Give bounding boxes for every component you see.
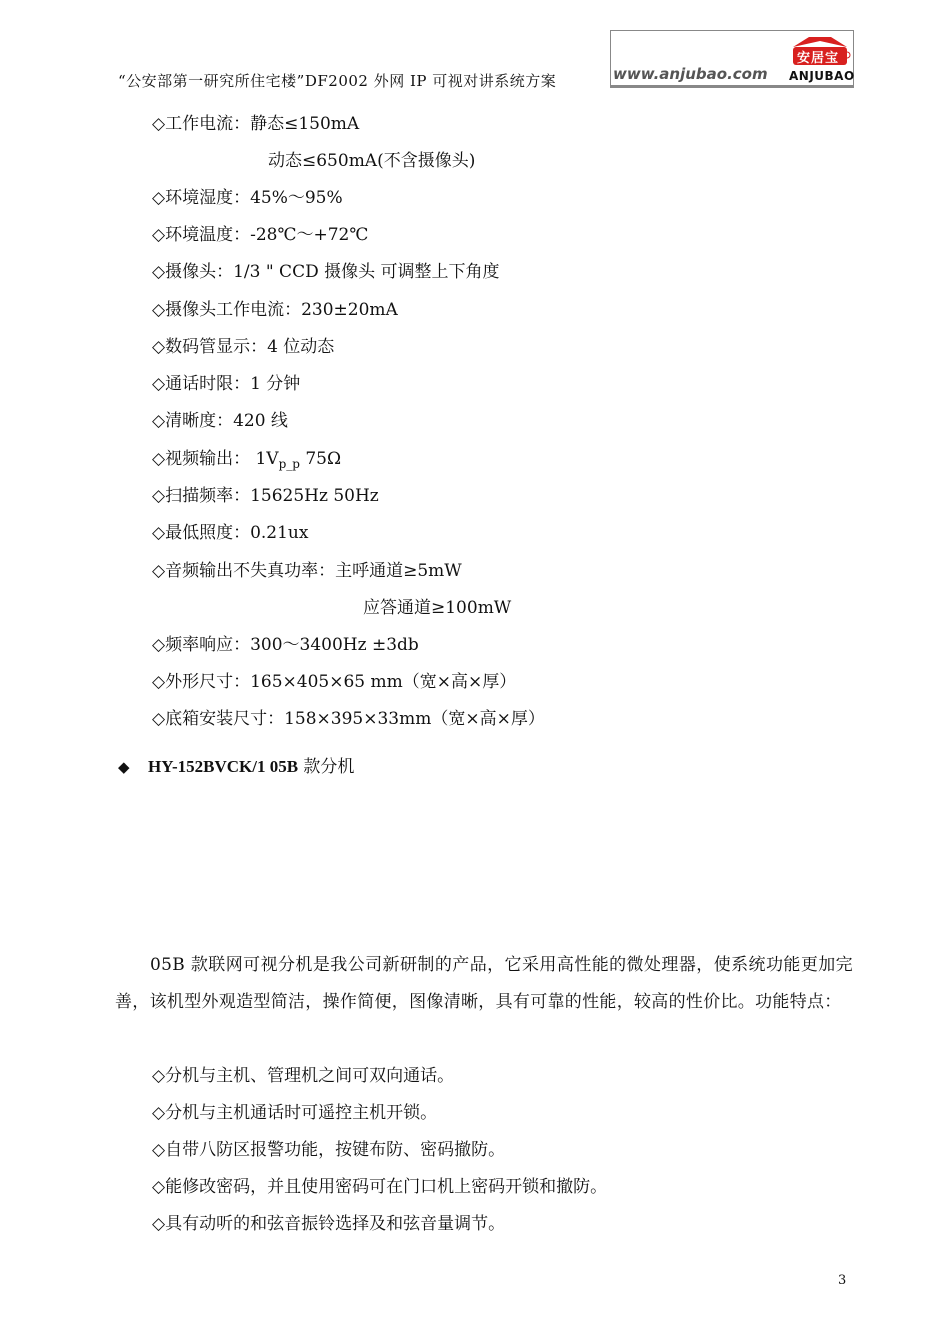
spec-box-dimensions: ◇底箱安装尺寸：158×395×33mm（宽×高×厚） <box>152 709 545 729</box>
spec-audio-power: ◇音频输出不失真功率：主呼通道≥5mW <box>152 561 462 581</box>
feature-item: ◇能修改密码，并且使用密码可在门口机上密码开锁和撤防。 <box>152 1177 608 1197</box>
section-model: HY-152BVCK/1 05B <box>148 757 299 776</box>
spec-working-current-dynamic: 动态≤650mA(不含摄像头) <box>268 151 476 171</box>
spec-working-current: ◇工作电流：静态≤150mA <box>152 114 360 134</box>
feature-item: ◇自带八防区报警功能，按键布防、密码撤防。 <box>152 1140 506 1160</box>
header-title: “公安部第一研究所住宅楼”DF2002 外网 IP 可视对讲系统方案 <box>118 72 557 90</box>
spec-dimensions: ◇外形尺寸：165×405×65 mm（宽×高×厚） <box>152 672 517 692</box>
section-title: 款分机 <box>298 757 355 777</box>
spec-video-output-prefix: ◇视频输出： 1V <box>152 449 279 469</box>
spec-camera-current: ◇摄像头工作电流：230±20mA <box>152 300 398 320</box>
intro-paragraph: 05B 款联网可视分机是我公司新研制的产品，它采用高性能的微处理器，使系统功能更加完善，该机型外观造型简洁，操作简便，图像清晰，具有可靠的性能，较高的性价比。功能特点： <box>115 955 853 1012</box>
spec-temperature: ◇环境温度：-28℃～+72℃ <box>152 225 369 245</box>
spec-humidity: ◇环境湿度：45%～95% <box>152 188 343 208</box>
feature-item: ◇分机与主机通话时可遥控主机开锁。 <box>152 1103 438 1123</box>
spec-min-illumination: ◇最低照度：0.21ux <box>152 523 309 543</box>
spec-display: ◇数码管显示：4 位动态 <box>152 337 335 357</box>
bullet-diamond-icon: ◆ <box>118 758 130 776</box>
spec-video-output-sub: p_p <box>278 457 300 471</box>
logo-url: www.anjubao.com <box>613 65 768 83</box>
page-number: 3 <box>838 1273 847 1288</box>
feature-item: ◇具有动听的和弦音振铃选择及和弦音量调节。 <box>152 1214 506 1234</box>
logo-mark-text: 安居宝 <box>797 51 840 66</box>
logo-brand: ANJUBAO <box>789 69 855 83</box>
logo-divider <box>611 85 853 87</box>
feature-item: ◇分机与主机、管理机之间可双向通话。 <box>152 1066 455 1086</box>
spec-frequency-response: ◇频率响应：300～3400Hz ±3db <box>152 635 419 655</box>
section-heading <box>118 757 354 777</box>
spec-resolution: ◇清晰度：420 线 <box>152 411 288 431</box>
spec-camera: ◇摄像头：1/3 " CCD 摄像头 可调整上下角度 <box>152 262 500 282</box>
spec-scan-frequency: ◇扫描频率：15625Hz 50Hz <box>152 486 379 506</box>
spec-audio-power-answer: 应答通道≥100mW <box>363 598 512 618</box>
spec-call-limit: ◇通话时限：1 分钟 <box>152 374 301 394</box>
company-logo <box>610 30 854 88</box>
spec-video-output <box>152 449 341 469</box>
spec-video-output-suffix: 75Ω <box>299 449 342 469</box>
